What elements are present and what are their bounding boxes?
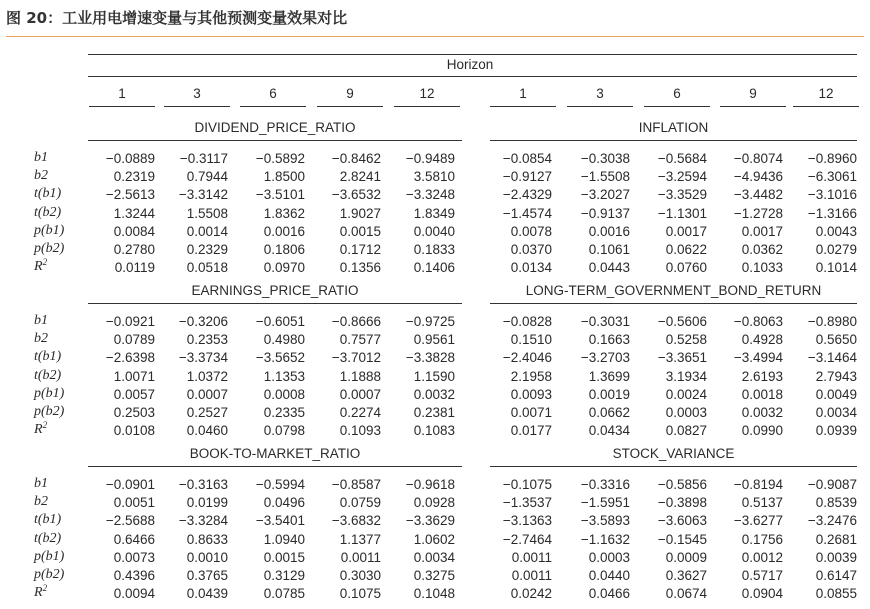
table-cell-value: 0.0018: [741, 386, 783, 402]
table-cell-value: −2.4329: [502, 187, 552, 203]
table-cell-value: −4.9436: [733, 169, 783, 185]
row-label-text: R: [34, 585, 43, 601]
row-label-superscript: 2: [42, 257, 48, 268]
table-cell-value: 0.1083: [413, 423, 455, 439]
panel-variable-name: DIVIDEND_PRICE_RATIO: [194, 120, 356, 135]
panel-variable-name: EARNINGS_PRICE_RATIO: [191, 283, 359, 298]
row-label: [34, 476, 48, 492]
table-cell-value: 2.6193: [741, 368, 783, 384]
table-cell-value: 0.5137: [741, 495, 783, 511]
table-cell-value: 0.0855: [815, 586, 857, 602]
table-cell-value: −3.6277: [733, 513, 783, 529]
table-cell-value: 0.0049: [815, 386, 857, 402]
horizon-header-underline: [720, 106, 786, 107]
table-cell-value: 0.0759: [339, 495, 381, 511]
table-cell-value: 0.1014: [815, 260, 857, 276]
table-cell-value: 1.8362: [263, 205, 305, 221]
table-cell-value: 0.1075: [339, 586, 381, 602]
table-cell-value: 0.8633: [186, 531, 228, 547]
table-cell-value: 0.3275: [413, 568, 455, 583]
table-cell-value: 1.8349: [413, 205, 455, 221]
table-cell-value: 0.0970: [263, 260, 305, 276]
row-label: [34, 404, 64, 420]
table-cell-value: 0.2780: [113, 242, 155, 257]
panel-variable-name: BOOK-TO-MARKET_RATIO: [189, 446, 361, 461]
table-cell-value: −0.5856: [657, 477, 707, 492]
table-cell-value: 0.2329: [186, 242, 228, 257]
horizon-header: 1: [118, 86, 126, 101]
table-cell-value: 0.0010: [186, 549, 228, 565]
table-cell-value: 0.0466: [588, 586, 630, 602]
horizon-header: 12: [818, 86, 834, 101]
table-cell-value: −3.6532: [331, 187, 381, 203]
table-cell-value: 0.0439: [186, 586, 228, 602]
row-label-text: R: [34, 422, 43, 438]
table-cell-value: −0.8063: [733, 314, 783, 329]
table-cell-value: 0.0051: [113, 495, 155, 511]
row-label: [34, 422, 47, 438]
table-cell-value: 0.0928: [413, 495, 455, 511]
table-cell-value: −2.7464: [502, 531, 552, 547]
table-cell-value: 0.2353: [186, 332, 228, 348]
table-cell-value: 1.1377: [339, 531, 381, 547]
table-cell-value: 1.9027: [339, 205, 381, 221]
row-label-text: t(b2): [34, 367, 62, 383]
table-cell-value: −6.3061: [807, 169, 857, 185]
table-cell-value: 0.0904: [741, 586, 783, 602]
table-cell-value: 0.0007: [339, 386, 381, 402]
table-cell-value: 0.3627: [665, 568, 707, 583]
table-cell-value: −3.2027: [580, 187, 630, 203]
table-cell-value: −3.5893: [580, 513, 630, 529]
table-cell-value: 0.1048: [413, 586, 455, 602]
table-cell-value: 1.1353: [263, 368, 305, 384]
horizon-header-underline: [317, 106, 383, 107]
horizon-header: 9: [346, 86, 354, 101]
table-cell-value: 0.0279: [815, 242, 857, 257]
table-cell-value: −2.5613: [105, 187, 155, 203]
row-label-text: p(b1): [34, 222, 65, 238]
table-cell-value: 0.1712: [339, 242, 381, 257]
row-label: [34, 168, 48, 184]
table-cell-value: −0.8980: [807, 314, 857, 329]
row-label: [34, 494, 48, 510]
table-cell-value: −3.3828: [405, 350, 455, 366]
row-label-text: b1: [34, 476, 48, 491]
horizon-label: Horizon: [446, 57, 494, 72]
row-label-text: b2: [34, 331, 48, 347]
table-cell-value: 0.0798: [263, 423, 305, 439]
panel-variable-name: STOCK_VARIANCE: [612, 446, 735, 461]
table-cell-value: −0.9618: [405, 477, 455, 492]
table-cell-value: 0.0093: [510, 386, 552, 402]
row-label: [34, 585, 47, 601]
table-cell-value: 1.3699: [588, 368, 630, 384]
table-cell-value: −0.5994: [255, 477, 305, 492]
table-cell-value: 0.0011: [511, 549, 552, 565]
table-cell-value: 0.1033: [741, 260, 783, 276]
table-cell-value: 0.0019: [588, 386, 630, 402]
row-label: [34, 368, 61, 384]
table-cell-value: 0.0119: [114, 260, 155, 276]
table-cell-value: −3.5101: [255, 187, 305, 203]
table-cell-value: 0.0015: [263, 549, 305, 565]
table-cell-value: 0.0370: [510, 242, 552, 257]
table-cell-value: −0.0854: [502, 151, 552, 166]
horizon-header-underline: [394, 106, 460, 107]
panel-variable-name: LONG-TERM_GOVERNMENT_BOND_RETURN: [525, 283, 822, 298]
horizon-header-underline: [240, 106, 306, 107]
table-cell-value: −0.1545: [657, 531, 707, 547]
table-cell-value: 0.0134: [510, 260, 552, 276]
table-cell-value: 0.0760: [665, 260, 707, 276]
table-cell-value: −0.3898: [657, 495, 707, 511]
table-cell-value: −0.3117: [179, 151, 228, 166]
table-cell-value: −2.6398: [105, 350, 155, 366]
table-cell-value: 0.0016: [588, 223, 630, 239]
table-cell-value: 0.4396: [113, 568, 155, 583]
horizon-header-underline: [164, 106, 230, 107]
table-cell-value: 0.0016: [263, 223, 305, 239]
table-cell-value: 1.5508: [186, 205, 228, 221]
table-cell-value: 0.2527: [186, 405, 228, 420]
panel-name-underline: [88, 466, 462, 467]
table-cell-value: −0.3163: [178, 477, 228, 492]
table-cell-value: 0.1406: [413, 260, 455, 276]
table-cell-value: 0.3765: [186, 568, 228, 583]
table-cell-value: −3.3651: [657, 350, 707, 366]
table-cell-value: 0.0177: [510, 423, 552, 439]
table-cell-value: −0.8666: [331, 314, 381, 329]
table-cell-value: −0.9489: [405, 151, 455, 166]
horizon-rule: [88, 76, 857, 77]
table-cell-value: 1.1888: [339, 368, 381, 384]
table-cell-value: −0.8462: [331, 151, 381, 166]
table-cell-value: 0.0009: [665, 549, 707, 565]
table-cell-value: 0.0827: [665, 423, 707, 439]
panel-name-underline: [88, 303, 462, 304]
table-cell-value: 1.8500: [263, 169, 305, 185]
table-cell-value: −0.5684: [657, 151, 707, 166]
table-cell-value: −1.3537: [502, 495, 552, 511]
row-label: [34, 313, 48, 329]
table-cell-value: 0.1061: [588, 242, 630, 257]
table-cell-value: −0.8074: [733, 151, 783, 166]
table-cell-value: 0.0057: [113, 386, 155, 402]
table-cell-value: 0.0108: [113, 423, 155, 439]
row-label-text: p(b2): [34, 241, 65, 256]
table-cell-value: 0.4928: [741, 332, 783, 348]
table-cell-value: 3.1934: [665, 368, 707, 384]
table-cell-value: 0.0017: [741, 223, 783, 239]
table-cell-value: −0.0921: [105, 314, 155, 329]
table-cell-value: −3.4994: [733, 350, 783, 366]
table-cell-value: 0.0990: [741, 423, 783, 439]
panel-name-underline: [490, 140, 857, 141]
table-cell-value: 0.1806: [263, 242, 305, 257]
table-cell-value: −1.4574: [502, 205, 552, 221]
table-cell-value: −0.5606: [657, 314, 707, 329]
table-cell-value: −3.1464: [807, 350, 857, 366]
table-cell-value: 0.0034: [413, 549, 455, 565]
table-cell-value: 0.5717: [741, 568, 783, 583]
panel-variable-name: INFLATION: [638, 120, 709, 135]
table-cell-value: 0.0662: [588, 405, 630, 420]
table-cell-value: 0.0007: [186, 386, 228, 402]
row-label: [34, 349, 61, 365]
table-cell-value: −0.3038: [580, 151, 630, 166]
panel-name-underline: [490, 466, 857, 467]
horizon-header: 3: [193, 86, 201, 101]
table-cell-value: 0.0078: [510, 223, 552, 239]
table-cell-value: 0.0518: [186, 260, 228, 276]
horizon-header: 6: [673, 86, 681, 101]
table-cell-value: 0.0011: [511, 568, 552, 583]
table-cell-value: −3.2594: [657, 169, 707, 185]
horizon-header: 12: [419, 86, 435, 101]
table-cell-value: −0.8194: [733, 477, 783, 492]
row-label: [34, 186, 61, 202]
table-cell-value: 0.2274: [339, 405, 381, 420]
table-cell-value: 2.8241: [339, 169, 381, 185]
table-cell-value: −3.6832: [331, 513, 381, 529]
row-label-text: p(b1): [34, 385, 65, 401]
row-label: [34, 512, 61, 528]
table-cell-value: −1.5508: [580, 169, 630, 185]
table-cell-value: 0.0242: [510, 586, 552, 602]
table-cell-value: 0.1833: [413, 242, 455, 257]
table-cell-value: 0.0084: [113, 223, 155, 239]
table-cell-value: 0.0032: [413, 386, 455, 402]
table-cell-value: 0.8539: [815, 495, 857, 511]
table-cell-value: 0.0039: [815, 549, 857, 565]
table-cell-value: 0.0032: [741, 405, 783, 420]
table-cell-value: −3.3248: [405, 187, 455, 203]
table-cell-value: −0.9087: [807, 477, 857, 492]
table-cell-value: −0.0889: [105, 151, 155, 166]
row-label: [34, 531, 61, 547]
horizon-header-underline: [490, 106, 556, 107]
horizon-header-underline: [567, 106, 633, 107]
table-cell-value: −0.3031: [580, 314, 630, 329]
row-label: [34, 386, 64, 402]
table-cell-value: 0.0008: [263, 386, 305, 402]
table-cell-value: −0.6051: [255, 314, 305, 329]
row-label: [34, 223, 64, 239]
table-cell-value: 0.5258: [665, 332, 707, 348]
horizon-header-underline: [89, 106, 155, 107]
table-cell-value: 0.4980: [263, 332, 305, 348]
table-cell-value: −1.3166: [807, 205, 857, 221]
row-label: [34, 331, 48, 347]
table-cell-value: −0.5892: [255, 151, 305, 166]
row-label-text: p(b2): [34, 404, 65, 419]
table-cell-value: 0.3129: [263, 568, 305, 583]
table-cell-value: −1.1301: [657, 205, 707, 221]
horizon-header: 9: [749, 86, 757, 101]
table-cell-value: 0.0674: [665, 586, 707, 602]
row-label-text: t(b2): [34, 204, 62, 220]
table-cell-value: 0.0043: [815, 223, 857, 239]
table-cell-value: −3.1363: [502, 513, 552, 529]
row-label-text: b1: [34, 313, 48, 328]
figure-title: 图 20：工业用电增速变量与其他预测变量效果对比: [6, 9, 348, 27]
row-label: [34, 150, 48, 166]
table-cell-value: 0.1093: [339, 423, 381, 439]
horizon-header: 6: [269, 86, 277, 101]
table-cell-value: 0.2681: [815, 531, 857, 547]
table-cell-value: 0.1356: [339, 260, 381, 276]
horizon-header-underline: [793, 106, 859, 107]
table-cell-value: 0.2503: [113, 405, 155, 420]
table-cell-value: 0.0440: [588, 568, 630, 583]
table-cell-value: −3.5401: [255, 513, 305, 529]
table-cell-value: −3.3529: [657, 187, 707, 203]
top-rule: [88, 54, 857, 55]
table-cell-value: −0.0828: [502, 314, 552, 329]
panel-name-underline: [88, 140, 462, 141]
table-cell-value: 3.5810: [413, 169, 455, 185]
table-cell-value: 0.0003: [665, 405, 707, 420]
row-label-text: b2: [34, 168, 48, 184]
row-label-text: b1: [34, 150, 48, 165]
table-cell-value: −3.2476: [807, 513, 857, 529]
table-cell-value: −3.4482: [733, 187, 783, 203]
table-cell-value: 0.1756: [741, 531, 783, 547]
table-cell-value: −3.5652: [255, 350, 305, 366]
table-cell-value: 0.0496: [263, 495, 305, 511]
table-cell-value: 0.0015: [339, 223, 381, 239]
table-cell-value: 1.0071: [113, 368, 155, 384]
table-cell-value: 1.0602: [413, 531, 455, 547]
table-cell-value: 0.7577: [339, 332, 381, 348]
table-cell-value: −0.3316: [580, 477, 630, 492]
table-cell-value: −3.2703: [580, 350, 630, 366]
table-cell-value: 0.0034: [815, 405, 857, 420]
table-cell-value: 0.0199: [186, 495, 228, 511]
table-cell-value: −3.6063: [657, 513, 707, 529]
table-cell-value: 0.0040: [413, 223, 455, 239]
row-label-text: t(b1): [34, 349, 62, 365]
table-cell-value: 0.0017: [665, 223, 707, 239]
row-label: [34, 567, 64, 583]
table-cell-value: −3.3629: [405, 513, 455, 529]
table-cell-value: 2.7943: [815, 368, 857, 384]
table-cell-value: 0.2335: [263, 405, 305, 420]
row-label: [34, 259, 47, 275]
table-cell-value: −0.0901: [105, 477, 155, 492]
horizon-header: 3: [596, 86, 604, 101]
table-cell-value: −0.8587: [331, 477, 381, 492]
table-cell-value: −1.5951: [580, 495, 630, 511]
table-cell-value: 0.7944: [186, 169, 228, 185]
table-cell-value: 0.0362: [741, 242, 783, 257]
row-label-text: b2: [34, 494, 48, 510]
row-label-text: p(b2): [34, 567, 65, 582]
table-cell-value: 0.6147: [815, 568, 857, 583]
table-cell-value: 0.3030: [339, 568, 381, 583]
table-cell-value: −0.3206: [178, 314, 228, 329]
table-cell-value: −3.3142: [178, 187, 228, 203]
table-cell-value: 0.2319: [113, 169, 155, 185]
table-cell-value: −3.3734: [178, 350, 228, 366]
row-label-text: t(b2): [34, 530, 62, 546]
table-cell-value: 0.0434: [588, 423, 630, 439]
table-cell-value: −0.9725: [405, 314, 455, 329]
table-cell-value: 0.0071: [510, 405, 552, 420]
table-cell-value: −0.9127: [502, 169, 552, 185]
table-cell-value: 0.1663: [588, 332, 630, 348]
table-cell-value: 0.0014: [186, 223, 228, 239]
table-cell-value: −0.1075: [502, 477, 552, 492]
table-cell-value: 0.0073: [113, 549, 155, 565]
table-cell-value: 0.0460: [186, 423, 228, 439]
horizon-header: 1: [519, 86, 527, 101]
table-cell-value: 0.0622: [665, 242, 707, 257]
table-cell-value: −2.5688: [105, 513, 155, 529]
table-cell-value: 0.9561: [413, 332, 455, 348]
table-cell-value: 0.5650: [815, 332, 857, 348]
table-cell-value: −2.4046: [502, 350, 552, 366]
table-cell-value: −3.7012: [331, 350, 381, 366]
table-cell-value: 0.0003: [588, 549, 630, 565]
row-label-text: t(b1): [34, 512, 62, 528]
row-label-text: R: [34, 259, 43, 275]
table-cell-value: 0.2381: [413, 405, 455, 420]
table-cell-value: 1.0940: [263, 531, 305, 547]
row-label: [34, 241, 64, 257]
table-cell-value: 1.3244: [113, 205, 155, 221]
table-cell-value: 0.0012: [741, 549, 783, 565]
table-cell-value: 0.0011: [340, 549, 381, 565]
table-cell-value: 0.0789: [113, 332, 155, 348]
row-label: [34, 205, 61, 221]
row-label-superscript: 2: [42, 583, 48, 594]
table-cell-value: 0.1510: [510, 332, 552, 348]
table-cell-value: −0.8960: [807, 151, 857, 166]
table-cell-value: 0.0785: [263, 586, 305, 602]
table-cell-value: −3.1016: [807, 187, 857, 203]
table-cell-value: 0.0939: [815, 423, 857, 439]
table-cell-value: 1.0372: [186, 368, 228, 384]
row-label-text: p(b1): [34, 548, 65, 564]
table-cell-value: −3.3284: [178, 513, 228, 529]
row-label-text: t(b1): [34, 186, 62, 202]
table-cell-value: −1.2728: [733, 205, 783, 221]
table-cell-value: 1.1590: [413, 368, 455, 384]
panel-name-underline: [490, 303, 857, 304]
table-cell-value: −0.9137: [580, 205, 630, 221]
table-cell-value: 0.0443: [588, 260, 630, 276]
row-label-superscript: 2: [42, 420, 48, 431]
horizon-header-underline: [644, 106, 710, 107]
row-label: [34, 549, 64, 565]
table-cell-value: 0.6466: [113, 531, 155, 547]
table-cell-value: 0.0094: [113, 586, 155, 602]
table-cell-value: 2.1958: [510, 368, 552, 384]
table-cell-value: 0.0024: [665, 386, 707, 402]
table-cell-value: −1.1632: [580, 531, 630, 547]
